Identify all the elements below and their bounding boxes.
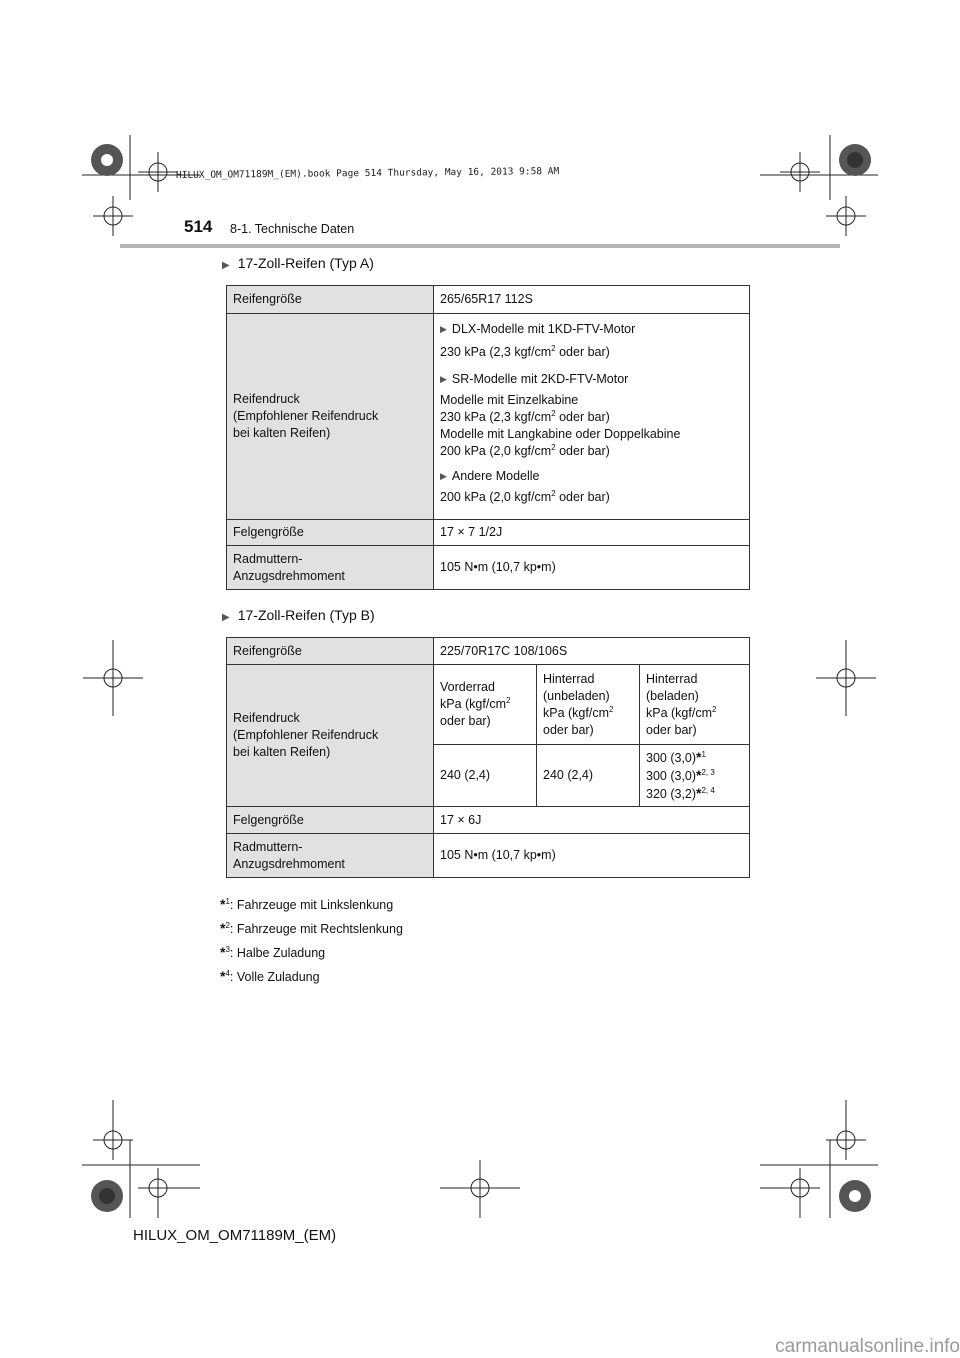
section-title: 8-1. Technische Daten — [230, 222, 355, 236]
rim-size-label: Felgengröße — [227, 520, 434, 546]
registration-target-icon — [138, 152, 178, 192]
torque-value: 105 N•m (10,7 kp•m) — [434, 546, 750, 590]
torque-value: 105 N•m (10,7 kp•m) — [434, 834, 750, 878]
torque-label: Radmuttern- Anzugsdrehmoment — [227, 834, 434, 878]
tire-size-value: 265/65R17 112S — [434, 286, 750, 314]
front-pressure-value: 240 (2,4) — [434, 745, 537, 807]
triangle-bullet-icon: ▶ — [222, 612, 230, 623]
footnote-2: *$^2$: Fahrzeuge mit Rechtslenkung — [220, 920, 403, 936]
spec-table-typ-b — [226, 637, 750, 878]
triangle-bullet-icon: ▶ — [222, 260, 230, 271]
heading-typ-b: ▶ 17-Zoll-Reifen (Typ B) — [222, 607, 375, 623]
triangle-bullet-icon: ▶ — [440, 471, 447, 481]
document-id: HILUX_OM_OM71189M_(EM) — [133, 1227, 337, 1244]
rear-unloaded-header: Hinterrad (unbeladen) kPa ($kgf/cm^2$ oder bar) — [537, 665, 640, 745]
page-number: 514 — [184, 217, 213, 236]
footnote-3: *$^3$: Halbe Zuladung — [220, 944, 326, 960]
header-divider — [120, 244, 840, 248]
heading-typ-a: ▶ 17-Zoll-Reifen (Typ A) — [222, 255, 374, 271]
tire-size-value: 225/70R17C 108/106S — [434, 638, 750, 665]
rear-unloaded-value: 240 (2,4) — [537, 745, 640, 807]
pressure-label: Reifendruck (Empfohlener Reifendruck bei kalten Reifen) — [227, 314, 434, 520]
tire-size-label: Reifengröße — [227, 286, 434, 314]
spec-table-typ-a — [226, 285, 750, 590]
pressure-values: ▶ DLX-Modelle mit 1KD-FTV-Motor 230 kPa (2,3 kgf/$cm^2$ oder bar) ▶ SR-Modelle mit 2KD-FTV-Motor Modelle mit Einzelkabine 230 kPa (2,3 kgf/$cm^2$ oder bar) Modelle mit Langkabine oder Doppelkabine 200 kPa (2,0 kgf/$cm^2$ oder bar) ▶ Andere Modelle 200 kPa (2,0 kgf/$cm^2$ oder bar) — [434, 314, 750, 520]
book-info: HILUX_OM_OM71189M_(EM).book Page 514 Thursday, May 16, 2013 9:58 AM — [175, 165, 560, 181]
watermark: carmanualsonline.info — [775, 1336, 960, 1357]
triangle-bullet-icon: ▶ — [440, 374, 447, 384]
rear-loaded-header: Hinterrad (beladen) kPa ($kgf/cm^2$ oder bar) — [640, 665, 750, 745]
tire-size-label: Reifengröße — [227, 638, 434, 665]
footnote-1: *$^1$: Fahrzeuge mit Linkslenkung — [220, 896, 394, 912]
triangle-bullet-icon: ▶ — [440, 324, 447, 334]
pressure-label: Reifendruck (Empfohlener Reifendruck bei kalten Reifen) — [227, 665, 434, 807]
front-axle-header: Vorderrad kPa ($kgf/cm^2$ oder bar) — [434, 665, 537, 745]
footnote-4: *$^4$: Volle Zuladung — [220, 968, 320, 984]
rim-size-label: Felgengröße — [227, 807, 434, 834]
rim-size-value: 17 × 7 1/2J — [434, 520, 750, 546]
rim-size-value: 17 × 6J — [434, 807, 750, 834]
rear-loaded-values: 300 (3,0)*$^1$ 300 (3,0)*$^{2, 3}$ 320 (3,2)*$^{2, 4}$ — [640, 745, 750, 807]
torque-label: Radmuttern- Anzugsdrehmoment — [227, 546, 434, 590]
